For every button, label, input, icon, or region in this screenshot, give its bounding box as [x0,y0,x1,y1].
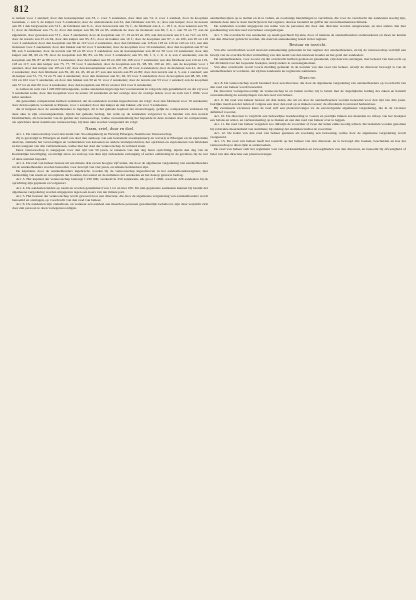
article-paragraph: Art. 3. Het kapitaal der vennootschap bedraagt f 250 000, verdeeld in 250 aandeelen, elk groot f 1000, waarvan 226 aandeelen bij de oprichting zijn geplaatst en volgestort. [12,177,208,186]
article-paragraph: Zij is gevestigd te Eibergen en heeft ten doel den aankoop van een bestaande stoomspinnerij en weverij te Eibergen en de exploitatie daarvan, alsmede het vervaardigen en verhandelen van katoenen en andere textielproducten, het oprichten en exploiteeren van fabrieken en het aangaan van alle verbintenissen, welke met het doel der vennootschap in verband staan. [12,135,208,149]
article-paragraph: De aandeelhouders, voor zoover zij die overdracht hebben gedaan en geteekend, zijn daarvan ontslagen, met behoud van hun recht op het dividend over het loopende boekjaar, tenzij anders is overeengekomen. [210,56,406,65]
paragraph: Art. 7. De overdracht van aandeelen op naam geschiedt bij akte, door of namens de aandeelhouders onderteekend, en moet ter kennis van den directeur gebracht worden, die daarvan aanteekening houdt in het register. [210,32,406,41]
paragraph: dat genoemde comparanten hebben verklaard, dat de aandeelen worden ingeschreven als volgt: door den fabrikeur voor 10 aandeelen; door den koopman, wonende te Rijssen, voor 1 aandeel; door den kuiper en den bakker, elk voor 3 aandeelen. [12,99,208,108]
paragraph: dat al hetgeen door de aandeelhouders is ingelegd, dit is het geheele kapitaal der maatschappij, gelijk de comparanten verklaren bij deze akte te zijn overeengekomen, zijnde het geheele bedrag, het welk op de aandeelen volgestort is, in handen van den notaris Dommerhuis, als bewaarder van de gelden der vennootschap, welke overeenkomstig het bepaalde in deze statuten door de comparanten, als oprichters dezer naamlooze vennootschap, bij deze akte worden vastgesteld als volgt: [12,107,208,124]
article-paragraph: Van elke overdracht wordt voorts melding gemaakt in de notulen van den raad van beheer, terwijl de directeur bevoegd is van de aandeelhouders te vorderen, dat zij hun aandeelen ter registratie aanbieden. [210,65,406,74]
left-column [12,16,208,211]
article-paragraph: Art. 12. De leden van den raad van beheer genieten als zoodanig een belooning, welke door de algemeene vergadering wordt vastgesteld. [210,130,406,139]
article-paragraph: Bij eventueele vacatures kiest de raad zelf een plaatsvervanger tot de eerstvolgende algemeene vergadering, die in de vacature definitief voorziet. [210,105,406,114]
section-heading: Directie. [299,74,317,80]
article-paragraph: De raad van beheer stelt het reglement vast van werkzaamheden en bevoegdheden van den directeur, en benoemt bij afwezigheid of belet van den directeur een plaatsvervanger. [210,147,406,156]
paragraph: te zamen de som van f 226 000 inbrengende, welke aandeelen ingevolge het vorenstaande in volgorde zijn genummerd; en dat zij voor 3 aandeelen ieder, door den koopman voor de eerste 10 aandeelen en het overige door de overige leden, voor de som van f 1000, voor ieder aandeel. [12,86,208,99]
paragraph: aandeelbewijzen op te stellen en in te vullen, en zoodanige handelingen te verrichten, die voor de overdracht der aandeelen noodig zijn, alsmede deze akte te doen inschrijven in het register, daartoe bestemd ter griffie der arrondissementsrechtbank. [210,16,406,25]
paragraph: te nemen voor 1 aandeel; door den katoenspinner aan 33, c. voor 5 aandeelen, door dien aan 74, d. voor 1 aandeel, door de koopman Gesleken, c. aan 3, de kuiper voor 3 aandeelen; door de onderstaande aan 61, den fabrikeur aan 95, d.; door een kuiper; door de nessen aan 93 1 den bergweerde aan 74 f., de fabrikeur aan 6, d., door den notaris aan 74, f., de fabrikeur aan 4, c., 18 f. d., door zekeren aan 70, f.; door de fabrikeur aan 75, d.; door den kuiper aan 96, 99 en 95, alsmede de door de molenaar aan 60, f. 4, c. aan 70 en 77; aan de eigendom, door gewezen aan 73 f., door 3 aandeelen; door de koopman aan 17, 19 en 93 en 103, aan den notaris aan 9 f. en 74 f. en 103, door de notaris aan 25 en 94, door den kuiper aan 95, 8 f., door de bakker aan 10 f.; door de koopman aan 97, c. en 100, aan 95 en 116 voor 2 aandeelen; door den koopman aan 96 en 110 voor 2 aandeelen, door den fabrikeur aan 118 en 118 en 119 en 120 en 121, aan den molenaar voor 3 aandeelen; door den bakker aan 92 voor 3 aandeelen; door de koopman voor 10 aandeelen; door den koopman aan 97 en 98, aan 3 aandeelen; door de notaris aan 58 en 93 voor 3 aandeelen; aan de katoenspinner aan 40 tot 50 voor 10 aandeelen; door den kuiper aan 68, 69 en 78; door de koopman aan 80, 85, en 86, voor 3 aandeelen; aan 95, 96, f. 3, c. 6, d. 4, aan 2 aandeelen; aan de koopman aan 86, 87 en 88 voor 3 aandeelen; door den bakker aan 93 en 100 t/m 106 voor 7 aandeelen; aan den fabrikeur aan 110 en 119, 118 en 117; aan den kuiper aan 73, 77, 78 voor 3 aandeelen; door de koopman aan 91, 98, 99, 100 en 101, aan de koopman voor 1 aandeel, door den kuiper aan 105 en 110; door den katoenspinner aan 26, 27, 28, 29 voor 4 aandeelen; door de molenaar aan 41, 44 voor 2 aandeelen; door den fabrikeur aan 39, 40, 44, 45, 46 en 47; aan den notaris aan 85 en 86; door den notaris aan 4, 5, aan 1 aandeel; aan de kuiper aan 72, 73, 74 en 75 aan 4 aandeelen; door den molenaar aan 91, 92, 93 voor 3 aandeelen; door de koopman aan 98, 99, 100, 101 en 102 voor 5 aandeelen, en door den bakker aan 50 en 51 voor 2 aandeelen; door de notaris aan 53 voor 1 aandeel; aan de koopman aan 57 tot en met 60 voor 4 aandeelen; door den koopman aan 99 tot en met 104 voor 6 aandeelen; [12,16,208,87]
right-column [210,16,406,156]
article-paragraph: Art. 6. De aandeelen zijn ondeelbaar, en wanneer een aandeel aan meerdere personen gezamenlijk toebehoort, zijn deze verplicht zich door één persoon te doen vertegenwoordigen. [12,202,208,211]
article-paragraph: Art. 2. De raad van beheer bestaat uit ten minste drie en ten hoogste vijf leden, die door de algemeene vergadering van aandeelhouders uit de aandeelhouders worden benoemd, voor den tijd van vier jaren, en telkens herkiesbaar zijn. [12,160,208,169]
article-paragraph: Art. 8. De vennootschap wordt bestuurd door een directeur, die door de algemeene vergadering van aandeelhouders op voordracht van den raad van beheer wordt benoemd. [210,80,406,90]
article-paragraph: Art. 1. De vennootschap voert den naam van: Stoomspinnerij en Weverij Eibergen, Naamlooze Vennootschap. [16,131,173,136]
article-paragraph: Art. 4. De aandeelen luiden op naam en worden genummerd van 1 tot en met 250. De niet-geplaatste aandeelen kunnen bij besluit der algemeene vergadering worden uitgegeven tegen een koers van ten minste pari. [12,185,208,194]
article-paragraph: Art. 13. De raad van beheer heeft het toezicht op het beheer van den directeur, en is bevoegd alle boeken, bescheiden en kas der vennootschap te allen tijde te onderzoeken. [210,139,406,148]
article-paragraph: Deze vennootschap is aangegaan voor den tijd van 50 jaren, te rekenen van den dag harer oprichting, zijnde den dag van de Koninklijke bewilliging, en eindigt alzoo na verloop van dien tijd, behoudens verlenging of eerder ontbinding in de gevallen, bij de wet of deze statuten bepaald. [12,148,208,161]
article-paragraph: Art. 9. De raad van beheer bestaat uit drie leden, die uit en door de aandeelhouders worden benoemd voor den tijd van drie jaren. Jaarlijks treedt een der leden af volgens een door den raad op te maken rooster; de aftredende is terstond herkiesbaar. [210,97,406,106]
article-paragraph: Art. 10. De directeur is verplicht een behoorlijke boekhouding te voeren en jaarlijks binnen zes maanden na afloop van het boekjaar een balans en winst- en verliesrekening op te maken en aan den raad van beheer over te leggen. [210,114,406,123]
section-heading: Bestuur en toezicht. [289,42,327,48]
article-paragraph: De kapitalen, door de aandeelhouders ingebracht, worden bij de vennootschap ingeschreven in het aandeelhoudersregister, met vermelding van naam en woonplaats der houders, het aantal en de nummers der aandeelen en het daarop gestorte bedrag. [12,168,208,178]
article-paragraph: De directeur vertegenwoordigt de vennootschap in en buiten rechte; hij is belast met de dagelijksche leiding der zaken en handelt overeenkomstig de aanwijzingen van den raad van beheer. [210,89,406,98]
article-paragraph: Art. 5. Het bestuur der vennootschap wordt gevoerd door een directeur, die door de algemeene vergadering van aandeelhouders wordt benoemd en ontslagen, op voordracht van den raad van beheer. [12,193,208,203]
article-paragraph: Van alle overdrachten wordt terstond aanteekening gehouden in het register der aandeelhouders, en bij de vennootschap verblijft een bewijs van de overdracht met vermelding van den naam van den nieuwen houder en het getal der aandeelen. [210,48,406,57]
paragraph: De aandeelen worden uitgegeven ten name van de personen die door den directeur worden aangewezen, en niet anders dan met goedkeuring van den raad van beheer overgedragen. [210,24,406,33]
article-paragraph: Art. 11. De raad van beheer vergadert zoo dikwijls de voorzitter of twee der leden zulks noodig achten. De besluiten worden genomen bij volstrekte meerderheid van stemmen; bij staking der stemmen beslist de voorzitter. [210,122,406,131]
page-number: 812 [14,4,29,14]
section-heading: Naam, zetel, duur en doel. [85,125,135,131]
